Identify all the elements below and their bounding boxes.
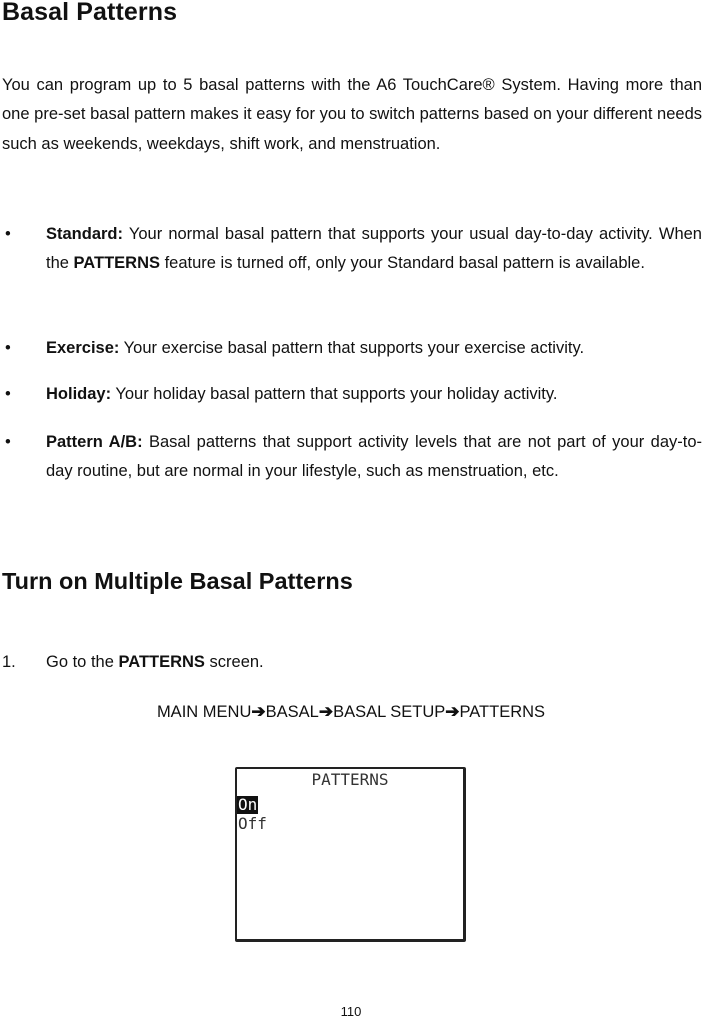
bullet-label: Pattern A/B:	[46, 433, 143, 451]
bullet-dot: •	[5, 385, 11, 403]
step-text-end: screen.	[204, 653, 264, 671]
menu-path-item: MAIN MENU	[156, 703, 252, 721]
step-text-start: Go to the	[46, 653, 119, 671]
device-screen	[235, 767, 466, 942]
bullet-body-end: feature is turned off, only your Standard basal pattern is available.	[160, 254, 645, 273]
bullet-body: Your holiday basal pattern that supports your holiday activity.	[111, 385, 558, 403]
option-on[interactable]: On	[238, 795, 258, 814]
bullet-pattern-ab	[2, 428, 702, 487]
bullet-dot: •	[5, 339, 11, 357]
bullet-text	[46, 428, 702, 487]
bullet-exercise	[2, 334, 702, 363]
arrow-right-icon: ➔	[318, 702, 334, 721]
step-1	[2, 648, 264, 677]
bullet-standard	[2, 220, 702, 279]
menu-path-item: BASAL SETUP	[333, 703, 446, 721]
arrow-right-icon: ➔	[445, 702, 460, 721]
menu-path-item: PATTERNS	[459, 703, 546, 721]
option-off[interactable]: Off	[238, 814, 267, 833]
page-heading: Basal Patterns	[2, 0, 178, 26]
bullet-body: Your exercise basal pattern that supports your exercise activity.	[119, 339, 585, 357]
page-number: 110	[340, 1004, 362, 1019]
bullet-keyword: PATTERNS	[73, 254, 161, 273]
menu-path	[0, 697, 702, 727]
bullet-label: Holiday:	[46, 385, 112, 403]
screen-title: PATTERNS	[311, 770, 389, 789]
step-keyword: PATTERNS	[118, 653, 205, 671]
step-number: 1.	[2, 653, 16, 671]
section-heading: Turn on Multiple Basal Patterns	[2, 568, 353, 594]
bullet-dot: •	[5, 225, 11, 243]
menu-path-item: BASAL	[265, 703, 319, 721]
step-text	[46, 648, 264, 677]
bullet-text	[46, 220, 702, 279]
intro-paragraph: You can program up to 5 basal patterns with the A6 TouchCare® System. Having more than one pre-set basal pattern makes it easy for you to switch patterns based on your different needs such as weekends, weekdays, shift work, and menstruation.	[2, 76, 702, 153]
bullet-label: Standard:	[46, 225, 124, 243]
bullet-body: Basal patterns that support activity levels that are not part of your day-to-day routine, but are normal in your lifestyle, such as menstruation, etc.	[46, 433, 702, 481]
bullet-label: Exercise:	[46, 339, 120, 357]
bullet-body: Your normal basal pattern that supports your usual day-to-day activity. When the	[46, 225, 702, 273]
bullet-text	[46, 380, 702, 409]
bullet-dot: •	[5, 433, 11, 451]
bullet-text	[46, 334, 702, 363]
arrow-right-icon: ➔	[251, 702, 266, 721]
bullet-holiday	[2, 380, 702, 409]
